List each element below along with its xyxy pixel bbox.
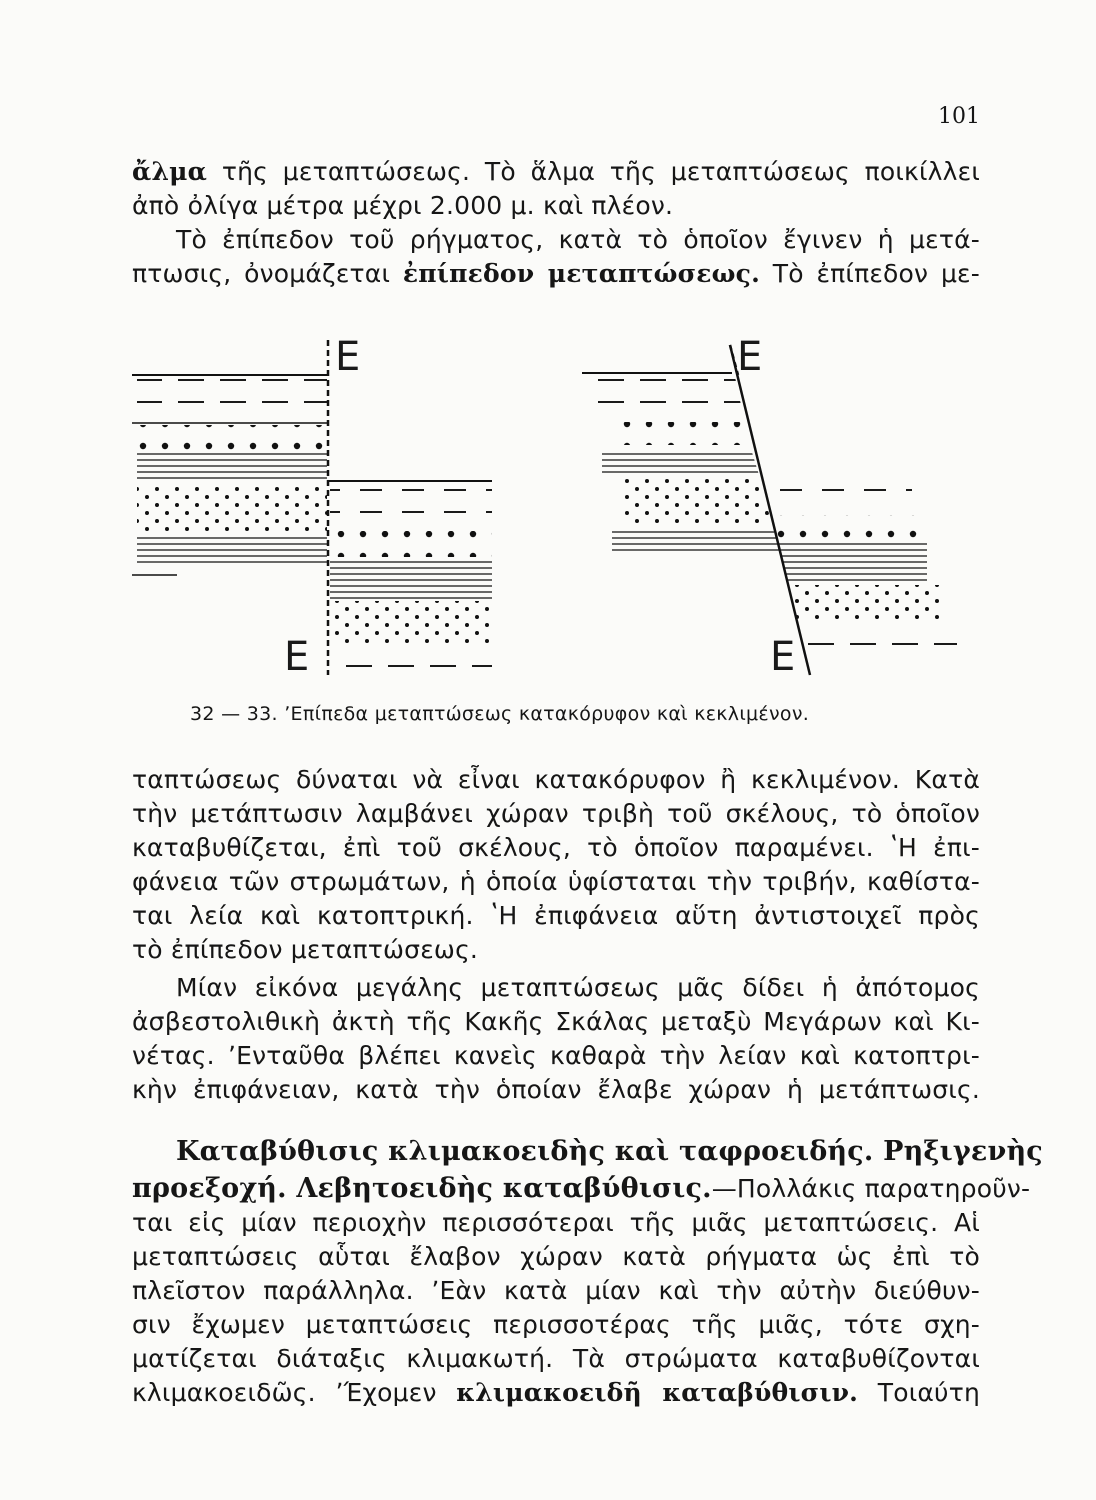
term-fault-plane: ἐπίπεδον μεταπτώσεως. (402, 259, 761, 288)
text-line: ἀπὸ ὀλίγα μέτρα μέχρι 2.000 μ. καὶ πλέον. (132, 191, 674, 220)
section-paragraph (132, 1132, 1043, 1410)
text-line: μεταπτώσεις αὗται ἔλαβον χώραν κατὰ ρήγματα ὡς ἐπὶ τὸ (132, 1242, 980, 1271)
term-halma: ἄλμα (132, 157, 208, 186)
page-number: 101 (938, 104, 980, 129)
term-stepped-subsidence: κλιμακοειδῆ καταβύθισιν. (456, 1378, 859, 1407)
text-line: πτωσις, ὀνομάζεται ἐπίπεδον μεταπτώσεως. Τὸ ἐπίπεδον με- (132, 259, 980, 288)
text-line: ματίζεται διάταξις κλιμακωτή. Τὰ στρώματα καταβυθίζονται (132, 1344, 980, 1373)
text-line: Μίαν εἰκόνα μεγάλης μεταπτώσεως μᾶς δίδει ἡ ἀπότομος (176, 973, 980, 1002)
text-line: κλιμακοειδῶς. ʼΈχομεν κλιμακοειδῆ καταβύθισιν. Τοιαύτη (132, 1378, 980, 1407)
fault-planes-figure (132, 325, 962, 695)
text-line: Τὸ ἐπίπεδον τοῦ ρήγματος, κατὰ τὸ ὁποῖον ἔγινεν ἡ μετά- (176, 225, 980, 254)
fault-label-bottom: E (770, 634, 796, 680)
middle-paragraph (132, 763, 980, 967)
inclined-fault-diagram (582, 334, 957, 680)
section-heading: Καταβύθισις κλιμακοειδὴς καὶ ταφροειδής. Ρηξιγενὴς (176, 1136, 1043, 1167)
text-line: φάνεια τῶν στρωμάτων, ἡ ὁποία ὑφίσταται τὴν τριβήν, καθίστα- (132, 867, 980, 896)
section-heading-cont: προεξοχή. Λεβητοειδὴς καταβύθισις. (132, 1173, 712, 1204)
text-line: τὴν μετάπτωσιν λαμβάνει χώραν τριβὴ τοῦ σκέλους, τὸ ὁποῖον (132, 799, 980, 828)
fault-label-top: E (737, 334, 763, 380)
text-line: σιν ἔχωμεν μεταπτώσεις περισσοτέρας τῆς μιᾶς, τότε σχη- (132, 1310, 980, 1339)
fault-label-top: E (335, 334, 361, 380)
text-line: ται εἰς μίαν περιοχὴν περισσότεραι τῆς μιᾶς μεταπτώσεις. Αἱ (132, 1208, 980, 1237)
vertical-fault-diagram (132, 334, 492, 680)
top-paragraph (132, 155, 980, 291)
fault-label-bottom: E (284, 634, 310, 680)
text-line: καταβυθίζεται, ἐπὶ τοῦ σκέλους, τὸ ὁποῖον παραμένει. ʽΗ ἐπι- (132, 833, 980, 862)
text-line: νέτας. ʼΕνταῦθα βλέπει κανεὶς καθαρὰ τὴν λείαν καὶ κατοπτρι- (132, 1041, 980, 1070)
text-line: προεξοχή. Λεβητοειδὴς καταβύθισις.—Πολλάκις παρατηροῦν- (132, 1173, 1031, 1204)
figure-caption: 32 — 33. ʼΕπίπεδα μεταπτώσεως κατακόρυφον καὶ κεκλιμένον. (190, 703, 810, 725)
text-line: τὸ ἐπίπεδον μεταπτώσεως. (132, 935, 479, 964)
text-line: ἀσβεστολιθικὴ ἀκτὴ τῆς Κακῆς Σκάλας μεταξὺ Μεγάρων καὶ Κι- (132, 1007, 980, 1036)
text-line: ται λεία καὶ κατοπτρική. ʽΗ ἐπιφάνεια αὕτη ἀντιστοιχεῖ πρὸς (132, 901, 980, 930)
text-line: πλεῖστον παράλληλα. ʼΕὰν κατὰ μίαν καὶ τὴν αὐτὴν διεύθυν- (132, 1276, 980, 1305)
text-line: ταπτώσεως δύναται νὰ εἶναι κατακόρυφον ἢ κεκλιμένον. Κατὰ (132, 765, 980, 794)
text-line: ἄλμα τῆς μεταπτώσεως. Τὸ ἅλμα τῆς μεταπτώσεως ποικίλλει (132, 157, 980, 186)
example-paragraph (132, 971, 980, 1107)
text-line: κὴν ἐπιφάνειαν, κατὰ τὴν ὁποίαν ἔλαβε χώραν ἡ μετάπτωσις. (132, 1075, 980, 1104)
